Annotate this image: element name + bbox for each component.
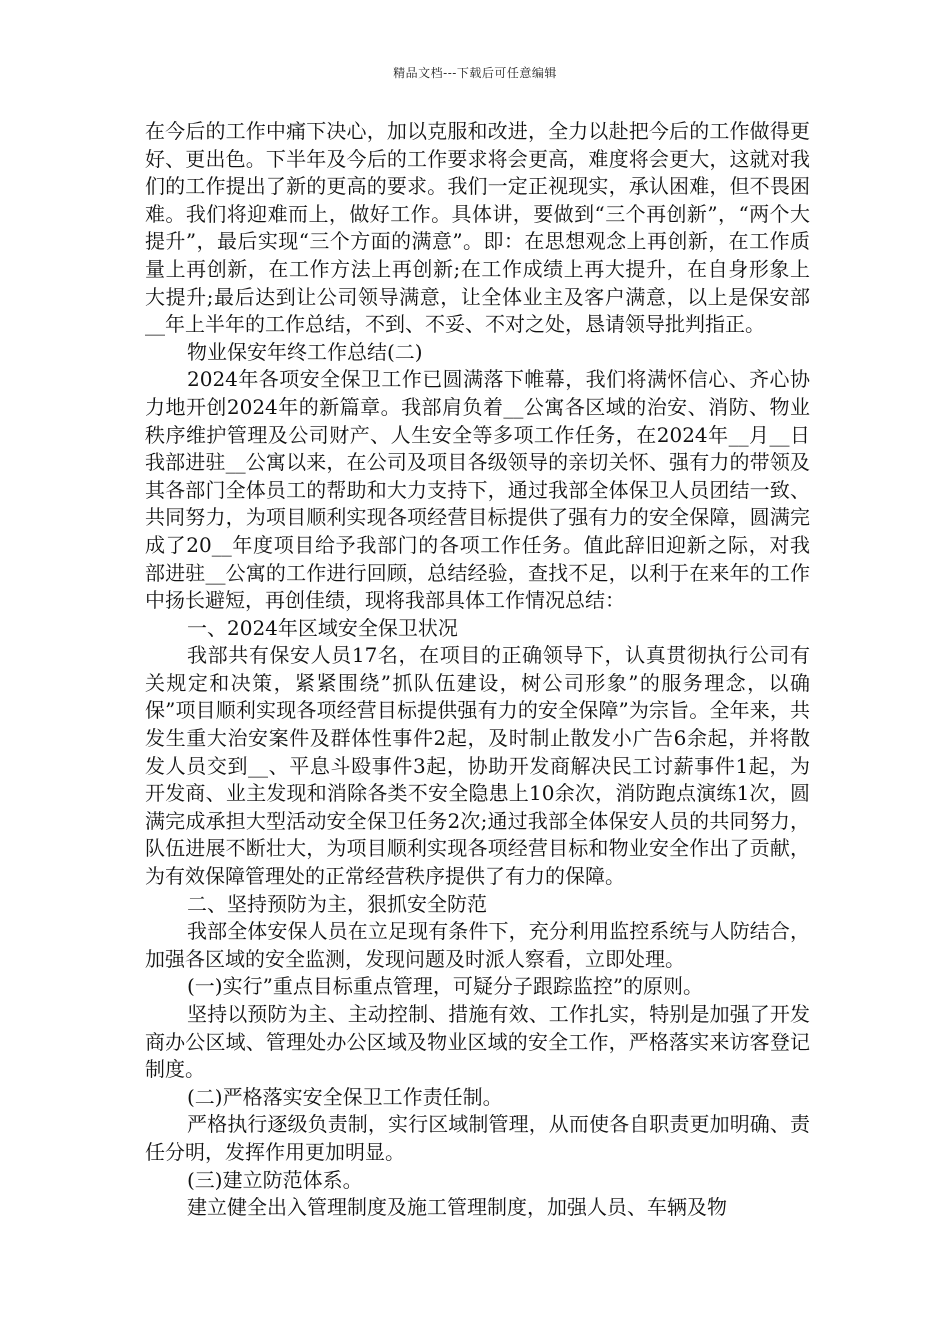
paragraph: 坚持以预防为主、主动控制、措施有效、工作扎实，特别是加强了开发商办公区域、管理处办公区域及物业区域的安全工作，严格落实来访客登记制度。 — [145, 1002, 810, 1082]
paragraph: 2024年各项安全保卫工作已圆满落下帷幕，我们将满怀信心、齐心协力地开创2024年的新篇章。我部肩负着__公寓各区域的治安、消防、物业秩序维护管理及公司财产、人生安全等多项工作任务，在2024年__月__日我部进驻__公寓以来，在公司及项目各级领导的亲切关怀、强有力的带领及其各部门全体员工的帮助和大力支持下，通过我部全体保卫人员团结一致、共同努力，为项目顺利实现各项经营目标提供了强有力的安全保障，圆满完成了20__年度项目给予我部门的各项工作任务。值此辞旧迎新之际，对我部进驻__公寓的工作进行回顾，总结经验，查找不足，以利于在来年的工作中扬长避短，再创佳绩，现将我部具体工作情况总结： — [145, 367, 810, 613]
paragraph: 严格执行逐级负责制，实行区域制管理，从而使各自职责更加明确、责任分明，发挥作用更加明显。 — [145, 1112, 810, 1164]
paragraph: 建立健全出入管理制度及施工管理制度，加强人员、车辆及物 — [187, 1195, 727, 1220]
paragraph: 在今后的工作中痛下决心，加以克服和改进，全力以赴把今后的工作做得更好、更出色。下半年及今后的工作要求将会更高，难度将会更大，这就对我们的工作提出了新的更高的要求。我们一定正视现实，承认困难，但不畏困难。我们将迎难而上，做好工作。具体讲，要做到“三个再创新”，“两个大提升”，最后实现“三个方面的满意”。即：在思想观念上再创新，在工作质量上再创新，在工作方法上再创新;在工作成绩上再大提升，在自身形象上大提升;最后达到让公司领导满意，让全体业主及客户满意，以上是保安部__年上半年的工作总结，不到、不妥、不对之处，恳请领导批判指正。 — [145, 119, 810, 337]
section-heading: 二、坚持预防为主，狠抓安全防范 — [187, 891, 487, 916]
subsection-heading: (二)严格落实安全保卫工作责任制。 — [187, 1084, 503, 1109]
paragraph: 我部共有保安人员17名，在项目的正确领导下，认真贯彻执行公司有关规定和决策，紧紧围绕”抓队伍建设，树公司形象”的服务理念，以确保”项目顺利实现各项经营目标提供强有力的安全保障”为宗旨。全年来，共发生重大治安案件及群体性事件2起，及时制止散发小广告6余起，并将散发人员交到__、平息斗殴事件3起，协助开发商解决民工讨薪事件1起，为开发商、业主发现和消除各类不安全隐患上10余次，消防跑点演练1次，圆满完成承担大型活动安全保卫任务2次;通过我部全体保安人员的共同努力，队伍进展不断壮大，为项目顺利实现各项经营目标和物业安全作出了贡献，为有效保障管理处的正常经营秩序提供了有力的保障。 — [145, 643, 810, 889]
subsection-heading: (一)实行”重点目标重点管理，可疑分子跟踪监控”的原则。 — [187, 974, 704, 999]
paragraph: 我部全体安保人员在立足现有条件下，充分利用监控系统与人防结合，加强各区域的安全监测，发现问题及时派人察看，立即处理。 — [145, 919, 810, 971]
section-title: 物业保安年终工作总结(二) — [187, 339, 423, 364]
section-heading: 一、2024年区域安全保卫状况 — [187, 615, 458, 640]
subsection-heading: (三)建立防范体系。 — [187, 1167, 363, 1192]
document-body — [145, 118, 810, 1222]
page-header: 精品文档---下载后可任意编辑 — [393, 66, 557, 80]
